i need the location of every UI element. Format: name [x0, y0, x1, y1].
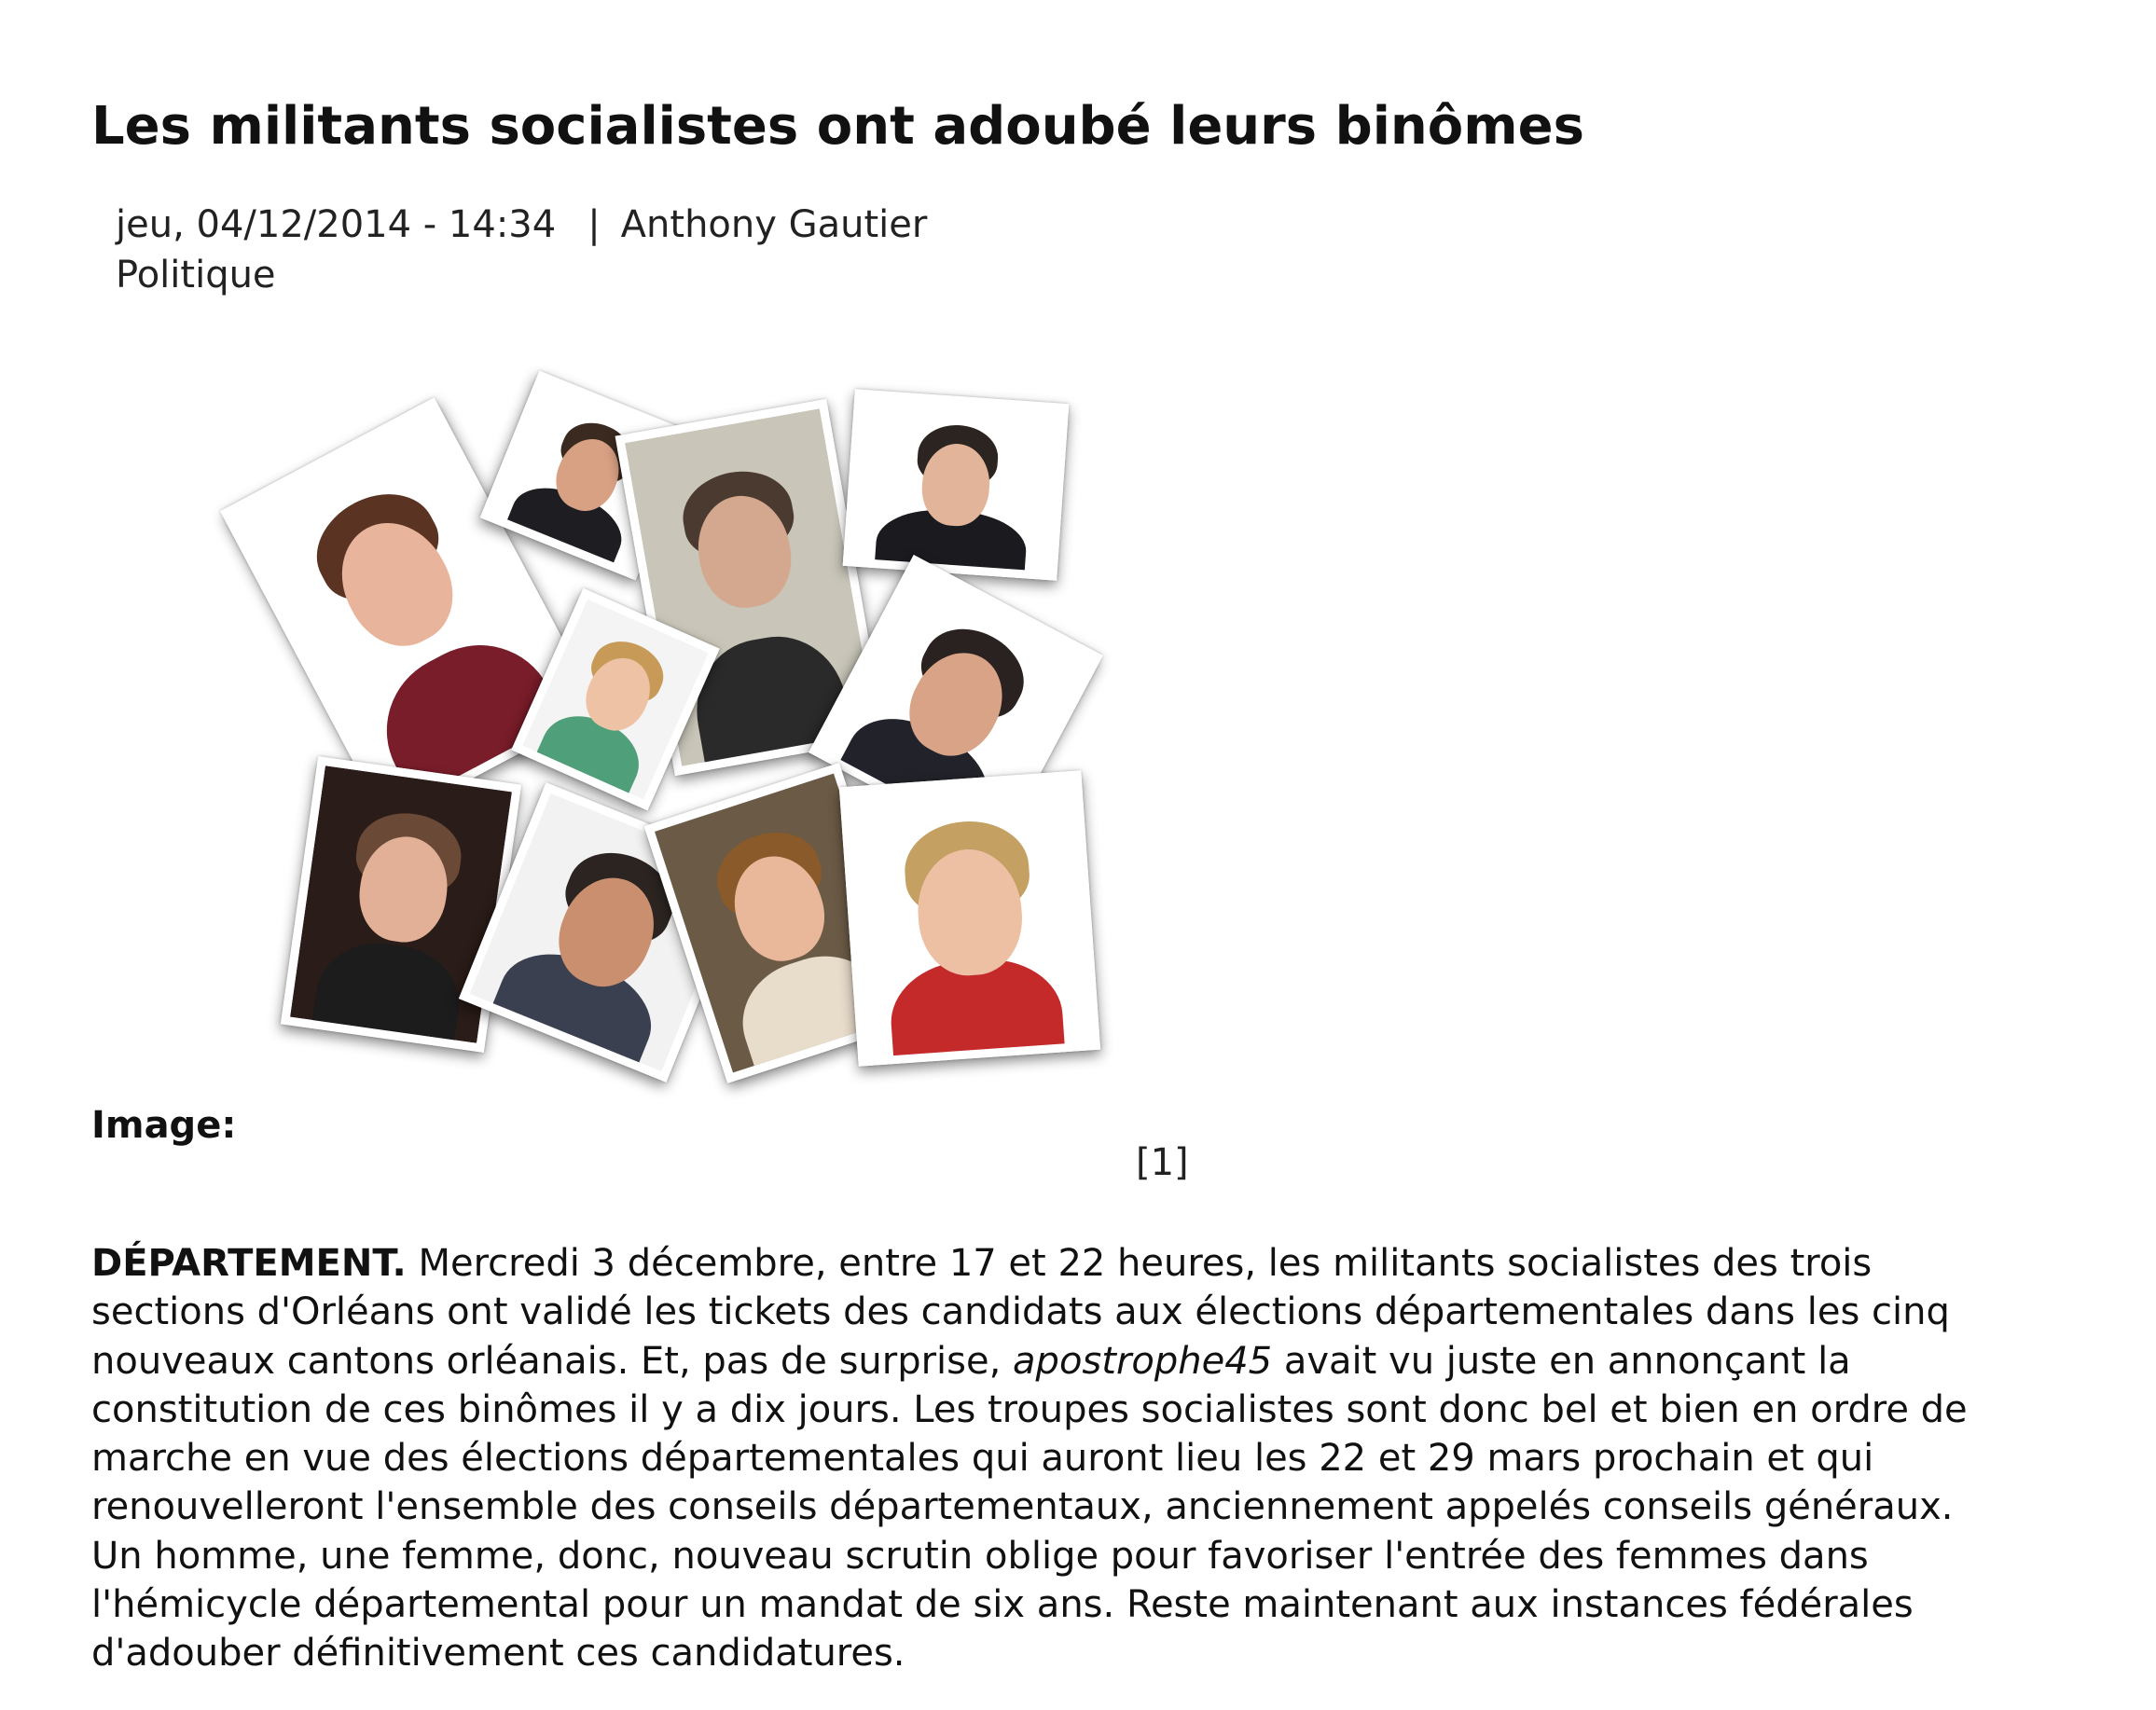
body-line: l'hémicycle départemental pour un mandat de six ans. Reste maintenant aux instances fédérales — [91, 1583, 1914, 1627]
meta-row — [116, 200, 927, 250]
meta-separator: | — [587, 203, 601, 246]
body-line: nouveaux cantons orléanais. Et, pas de surprise, apostrophe45 avait vu juste en annonçant la — [91, 1339, 1851, 1383]
article-category[interactable]: Politique — [116, 254, 276, 296]
photo-collage — [252, 359, 1128, 1096]
image-label: Image: — [91, 1104, 237, 1147]
article-title: Les militants socialistes ont adoubé leurs binômes — [91, 96, 1584, 157]
body-line: sections d'Orléans ont validé les tickets des candidats aux élections départementales dans les cinq — [91, 1290, 1950, 1334]
body-line: marche en vue des élections départementales qui auront lieu les 22 et 29 mars prochain et qui — [91, 1437, 1874, 1481]
emphasis-source: apostrophe45 — [1013, 1339, 1273, 1383]
article-author[interactable]: Anthony Gautier — [620, 203, 928, 246]
photo-woman-blonde — [839, 770, 1100, 1066]
article-body — [91, 1239, 2087, 1678]
photo-man-suit-top — [843, 389, 1070, 581]
article-date: jeu, 04/12/2014 - 14:34 — [116, 203, 557, 246]
footnote-ref[interactable]: [1] — [1136, 1141, 1189, 1184]
body-line: d'adouber définitivement ces candidatures. — [91, 1632, 905, 1676]
body-line: renouvelleront l'ensemble des conseils départementaux, anciennement appelés conseils généraux. — [91, 1485, 1954, 1529]
body-line: constitution de ces binômes il y a dix jours. Les troupes socialistes sont donc bel et bien en ordre de — [91, 1387, 1968, 1431]
body-line: Un homme, une femme, donc, nouveau scrutin oblige pour favoriser l'entrée des femmes dans — [91, 1534, 1869, 1578]
article-meta — [116, 200, 927, 300]
article-lead: DÉPARTEMENT. — [91, 1242, 407, 1285]
body-line: DÉPARTEMENT. Mercredi 3 décembre, entre 17 et 22 heures, les militants socialistes des trois — [91, 1242, 1873, 1285]
